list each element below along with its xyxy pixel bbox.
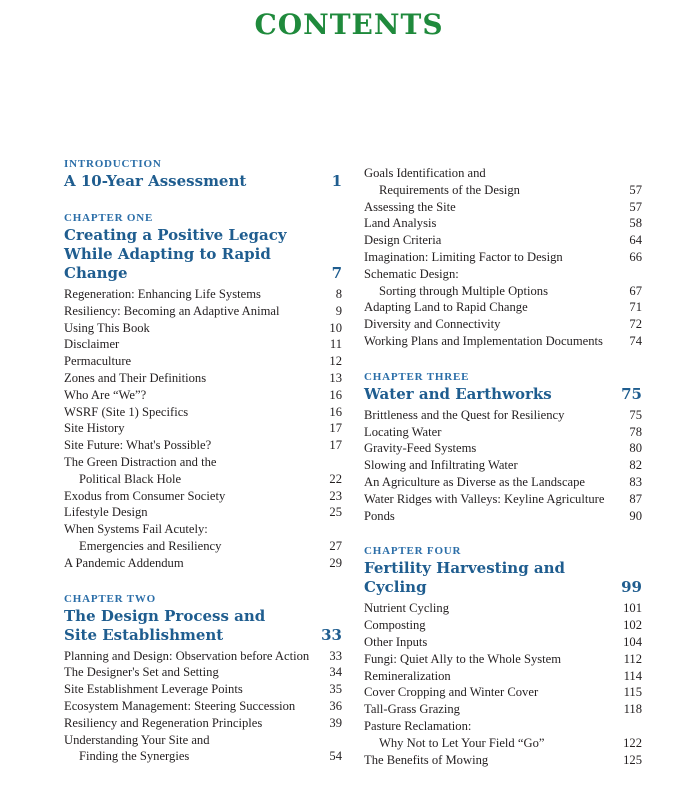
toc-entry-line: Gravity-Feed Systems [364,441,477,456]
toc-entry-line: Zones and Their Definitions [64,370,207,385]
toc-entry-line: Assessing the Site [364,199,456,214]
toc-entry[interactable] [364,718,642,752]
toc-entry[interactable] [364,165,642,199]
toc-entry-line: Tall-Grass Grazing [364,702,460,717]
toc-entry-line: Understanding Your Site and [64,732,210,747]
toc-entry[interactable] [64,404,342,421]
toc-entry-title [64,732,210,766]
toc-entry[interactable] [64,336,342,353]
toc-entry-page-number: 11 [329,337,342,352]
toc-entry-page-number: 118 [623,702,642,717]
toc-column-left [64,157,342,765]
chapter-title [364,385,552,404]
toc-entry-title [364,651,561,668]
toc-entry-page-number: 83 [629,474,642,489]
toc-entry-line: When Systems Fail Acutely: [64,522,208,537]
toc-entry-page-number: 72 [629,317,642,332]
toc-entry-title [364,600,449,617]
toc-entry[interactable] [364,424,642,441]
chapter-label: CHAPTER TWO [64,592,157,605]
toc-entry-title [364,684,538,701]
chapter-title-line: While Adapting to Rapid Change [64,245,271,282]
chapter-label: CHAPTER THREE [364,370,470,383]
toc-entry-title [64,715,262,732]
toc-entry-page-number: 27 [329,538,342,553]
toc-entry-line: Regeneration: Enhancing Life Systems [64,287,261,301]
toc-entry-page-number: 66 [629,249,642,264]
toc-entry-title [364,491,604,508]
toc-entry[interactable] [364,249,642,266]
toc-entry[interactable] [64,698,342,715]
toc-entry-title [64,648,309,665]
toc-entry-page-number: 112 [623,651,642,666]
toc-entry-line: Brittleness and the Quest for Resiliency [364,407,565,422]
toc-entry-line: Imagination: Limiting Factor to Design [364,249,563,264]
chapter-title [64,607,265,645]
toc-entry-page-number: 82 [629,458,642,473]
toc-entry-page-number: 122 [623,735,642,750]
toc-entry-line: Resiliency and Regeneration Principles [64,715,263,730]
toc-entry[interactable] [364,266,642,300]
toc-entry-page-number: 35 [329,682,342,697]
toc-entry[interactable] [64,437,342,454]
toc-entry-line: Nutrient Cycling [364,601,449,616]
toc-entry[interactable] [364,752,642,769]
toc-entry[interactable] [364,617,642,634]
toc-entry[interactable] [64,555,342,572]
toc-entry-title [364,474,585,491]
toc-entry[interactable] [364,199,642,216]
toc-entry-title [64,504,148,521]
toc-entry[interactable] [364,651,642,668]
toc-entry-page-number: 57 [629,182,642,197]
toc-entry-title [364,232,441,249]
toc-entry-title [64,454,216,488]
toc-entry-title [364,199,456,216]
toc-entry-title [64,664,219,681]
toc-entry-page-number: 29 [329,555,342,570]
toc-entry-line: Schematic Design: [364,266,459,281]
toc-entry-line: Water Ridges with Valleys: Keyline Agriculture [364,491,605,506]
toc-entry-title [64,521,221,555]
toc-entry-title [364,249,563,266]
toc-entry-page-number: 58 [629,216,642,231]
toc-entry[interactable] [364,440,642,457]
toc-entry[interactable] [364,215,642,232]
toc-entry[interactable] [64,488,342,505]
toc-entry-title [364,617,426,634]
toc-entry-line: Goals Identification and [364,166,486,180]
toc-entry-page-number: 10 [329,320,342,335]
toc-entry-page-number: 71 [629,300,642,315]
toc-entry[interactable] [64,648,342,665]
toc-entry-line: Permaculture [64,354,132,369]
toc-entry-page-number: 23 [329,488,342,503]
toc-entry-line: Design Criteria [364,233,442,248]
toc-entry-line: The Benefits of Mowing [364,752,489,767]
toc-entry-page-number: 80 [629,441,642,456]
toc-entry-page-number: 25 [329,505,342,520]
toc-entry[interactable] [64,320,342,337]
toc-entry-page-number: 13 [329,370,342,385]
chapter-page-number: 1 [331,172,342,190]
toc-entry[interactable] [64,387,342,404]
toc-entry-title [364,508,395,525]
toc-entry-line: The Green Distraction and the [64,454,217,469]
toc-entry-title [364,701,460,718]
toc-entry-page-number: 102 [623,618,642,633]
toc-entry-page-number: 16 [329,387,342,402]
toc-entry-page-number: 114 [623,668,642,683]
toc-entry[interactable] [364,684,642,701]
chapter-title-line: The Design Process and [64,606,266,625]
toc-entry-line: Using This Book [64,320,150,335]
toc-entry[interactable] [64,664,342,681]
toc-entry-page-number: 22 [329,471,342,486]
toc-entry-title [364,424,441,441]
toc-entry[interactable] [64,504,342,521]
chapter-title-line: A 10-Year Assessment [64,172,247,190]
toc-entry[interactable] [364,600,642,617]
toc-entry-line: Remineralization [364,668,451,683]
toc-entry-line: Other Inputs [364,634,428,649]
toc-entry-line: Site Future: What's Possible? [64,438,212,453]
toc-entry-title [364,718,544,752]
toc-entry-page-number: 57 [629,199,642,214]
toc-entry-title [364,668,451,685]
toc-entry-line: Slowing and Infiltrating Water [364,458,518,473]
toc-entry[interactable] [64,681,342,698]
toc-entry-title [364,440,476,457]
toc-entry-page-number: 115 [623,685,642,700]
toc-entry-title [64,320,150,337]
toc-entry-line: Political Black Hole [79,471,182,486]
toc-entry-page-number: 101 [623,601,642,616]
chapter-page-number: 75 [621,384,642,403]
toc-entry[interactable] [364,474,642,491]
toc-section [64,157,342,191]
toc-entry-page-number: 104 [623,634,642,649]
chapter-heading[interactable] [364,385,642,404]
chapter-title-line: Fertility Harvesting and Cycling [364,559,566,597]
toc-entry-line: Diversity and Connectivity [364,317,501,332]
toc-entry-line: Working Plans and Implementation Documents [364,333,603,348]
chapter-heading[interactable] [64,226,342,283]
toc-entry-title [364,316,500,333]
toc-entry-page-number: 34 [329,665,342,680]
toc-entry[interactable] [64,286,342,303]
toc-section [364,165,642,350]
chapter-title [64,226,332,283]
toc-entry[interactable] [364,299,642,316]
toc-entry-page-number: 75 [629,407,642,422]
toc-entry-line: Emergencies and Resiliency [79,538,222,553]
toc-entry-line: An Agriculture as Diverse as the Landscape [364,474,586,489]
toc-entry-line: Planning and Design: Observation before Action [64,648,310,663]
toc-entry-page-number: 64 [629,233,642,248]
toc-entry[interactable] [64,732,342,766]
toc-entry-page-number: 9 [335,303,342,318]
toc-entry-line: Finding the Synergies [79,749,190,764]
toc-entry-line: Ponds [364,508,395,523]
toc-entry-title [64,336,119,353]
toc-entry-line: Site History [64,421,125,436]
toc-entry-line: A Pandemic Addendum [64,555,184,570]
page-title: CONTENTS [254,8,444,41]
toc-entry-title [364,752,488,769]
toc-entry-title [64,303,279,320]
toc-entry-line: Land Analysis [364,216,437,231]
chapter-label: CHAPTER ONE [64,212,154,224]
toc-entry[interactable] [364,316,642,333]
toc-entry[interactable] [364,232,642,249]
toc-entry[interactable] [64,420,342,437]
toc-entry-page-number: 17 [329,421,342,436]
toc-entry[interactable] [364,491,642,508]
toc-entry-line: Pasture Reclamation: [364,718,472,733]
toc-entry-line: Resiliency: Becoming an Adaptive Animal [64,303,280,318]
chapter-title [364,559,621,597]
toc-entry-line: Locating Water [364,424,442,439]
toc-entry[interactable] [364,668,642,685]
chapter-title-line: Creating a Positive Legacy [64,226,287,244]
toc-section [364,544,642,768]
toc-entry-page-number: 125 [623,752,642,767]
toc-entry-page-number: 12 [329,354,342,369]
toc-section [64,211,342,572]
toc-entry-line: The Designer's Set and Setting [64,665,219,680]
toc-entry-title [64,370,206,387]
chapter-page-number: 99 [621,578,642,597]
toc-entry[interactable] [364,634,642,651]
toc-entry-title [64,681,243,698]
toc-entry-line: Adapting Land to Rapid Change [364,300,528,315]
toc-entry-page-number: 33 [329,648,342,663]
toc-entry-page-number: 54 [329,749,342,764]
toc-entry-page-number: 90 [629,508,642,523]
toc-entry-line: Sorting through Multiple Options [379,283,548,298]
toc-entry[interactable] [64,521,342,555]
chapter-heading[interactable] [64,172,342,191]
toc-section [64,592,342,766]
toc-entry-title [364,333,603,350]
toc-entry[interactable] [364,508,642,525]
toc-entry-line: Who Are “We”? [64,387,147,402]
toc-entry-title [64,387,146,404]
toc-entry[interactable] [64,353,342,370]
toc-entry[interactable] [64,715,342,732]
toc-entry[interactable] [364,457,642,474]
toc-section [364,370,642,525]
toc-entry-line: Requirements of the Design [379,182,520,197]
chapter-title-line: Site Establishment [64,625,224,644]
toc-entry-page-number: 67 [629,283,642,298]
toc-entry-page-number: 78 [629,424,642,439]
toc-entry-line: Fungi: Quiet Ally to the Whole System [364,651,562,666]
toc-entry-page-number: 16 [329,404,342,419]
toc-entry[interactable] [64,454,342,488]
toc-entry-title [364,299,528,316]
chapter-label: CHAPTER FOUR [364,545,462,558]
toc-entry-title [64,286,261,303]
toc-entry[interactable] [64,303,342,320]
toc-entry-title [64,488,225,505]
toc-entry-page-number: 36 [329,698,342,713]
toc-entry-line: Disclaimer [64,337,120,352]
toc-entry-title [364,215,436,232]
chapter-page-number: 7 [331,264,342,282]
toc-entry-title [364,165,520,199]
toc-entry-title [64,555,184,572]
toc-entry[interactable] [364,333,642,350]
toc-entry-line: Ecosystem Management: Steering Succession [64,698,296,713]
toc-entry-line: WSRF (Site 1) Specifics [64,404,189,419]
chapter-label: INTRODUCTION [64,158,162,170]
toc-entry-title [64,698,295,715]
toc-entry-line: Lifestyle Design [64,505,148,520]
toc-entry-line: Cover Cropping and Winter Cover [364,685,539,700]
toc-entry[interactable] [364,701,642,718]
toc-entry-title [364,407,564,424]
toc-entry-page-number: 8 [335,287,342,301]
toc-entry-title [364,634,427,651]
toc-entry-page-number: 39 [329,715,342,730]
toc-entry-line: Site Establishment Leverage Points [64,682,243,697]
toc-entry-title [64,404,188,421]
toc-entry-title [364,266,548,300]
toc-entry-line: Composting [364,618,426,633]
toc-entry-line: Exodus from Consumer Society [64,488,226,503]
chapter-page-number: 33 [321,625,342,644]
toc-column-right [364,165,642,768]
toc-entry-title [64,437,211,454]
toc-entry[interactable] [364,407,642,424]
chapter-title [64,172,246,191]
toc-entry[interactable] [64,370,342,387]
toc-entry-title [64,353,131,370]
toc-entry-page-number: 74 [629,333,642,348]
toc-entry-title [64,420,125,437]
chapter-heading[interactable] [364,559,642,597]
toc-entry-line: Why Not to Let Your Field “Go” [379,735,545,750]
toc-entry-page-number: 87 [629,491,642,506]
toc-entry-title [364,457,518,474]
chapter-heading[interactable] [64,607,342,645]
chapter-title-line: Water and Earthworks [364,384,552,403]
toc-entry-page-number: 17 [329,438,342,453]
